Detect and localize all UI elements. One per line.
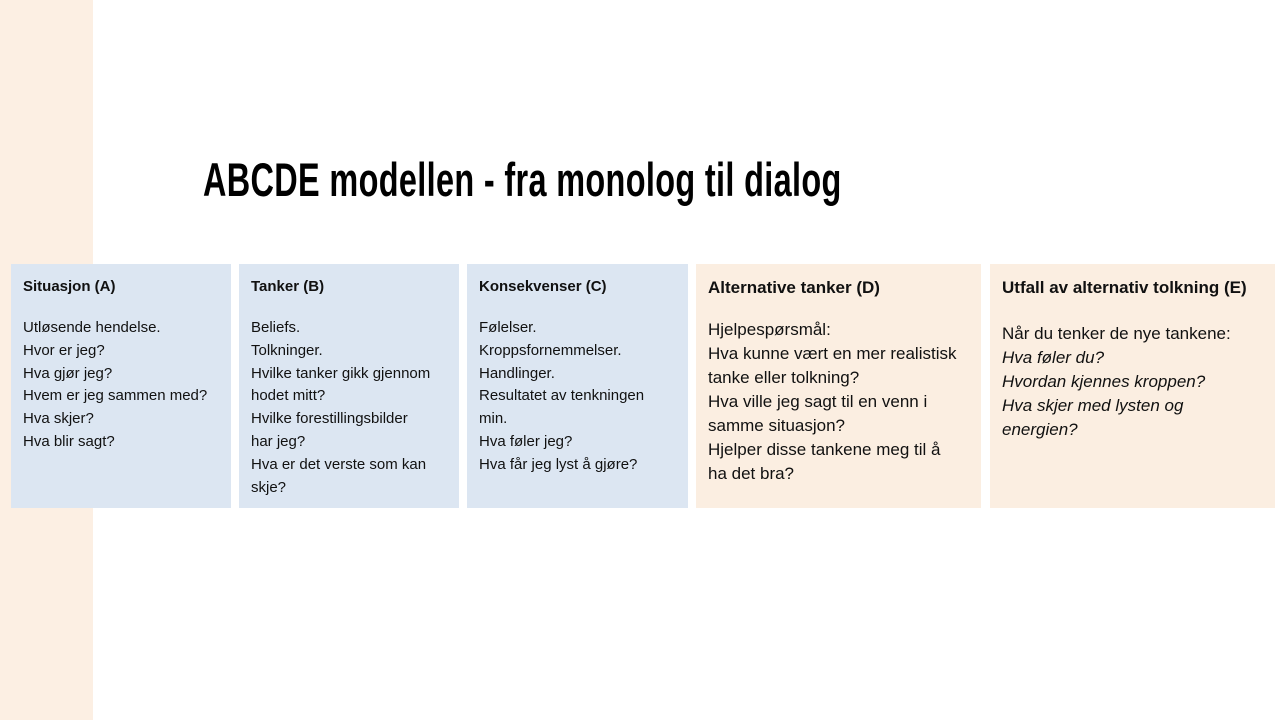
box-line: tanke eller tolkning? [708, 368, 860, 387]
box-line: samme situasjon? [708, 416, 846, 435]
box-line: Beliefs. [251, 319, 301, 336]
box-line: Hva føler jeg? [479, 432, 573, 450]
box-line: Hva skjer med lysten og [1002, 396, 1184, 415]
box-konsekvenser-c [467, 264, 688, 508]
box-line: skje? [251, 478, 287, 496]
box-line: Utløsende hendelse. [23, 319, 161, 336]
box-line: har jeg? [251, 432, 306, 450]
box-line: Hvor er jeg? [23, 341, 105, 359]
box-utfall-e [990, 264, 1275, 508]
box-body [1002, 322, 1263, 442]
slide-title: ABCDE modellen - fra monolog til dialog [203, 153, 842, 206]
box-line: Hva er det verste som kan [251, 455, 427, 473]
box-heading: Tanker (B) [251, 278, 325, 295]
box-tanker-b [239, 264, 459, 508]
box-line: Hva blir sagt? [23, 432, 115, 450]
box-line: energien? [1002, 420, 1078, 439]
box-line: Resultatet av tenkningen [479, 387, 645, 405]
box-heading: Konsekvenser (C) [479, 278, 607, 295]
box-line: Hva får jeg lyst å gjøre? [479, 455, 638, 473]
box-heading: Situasjon (A) [23, 278, 116, 295]
box-alternative-tanker-d [696, 264, 981, 508]
box-line: Følelser. [479, 319, 537, 336]
box-line: Hjelpespørsmål: [708, 320, 831, 339]
box-line: Hva gjør jeg? [23, 364, 113, 382]
box-line: ha det bra? [708, 464, 795, 483]
box-line: Kroppsfornemmelser. [479, 341, 622, 359]
box-line: Hvem er jeg sammen med? [23, 387, 208, 405]
box-body [708, 318, 969, 486]
box-line: min. [479, 410, 508, 428]
box-body [251, 317, 447, 499]
box-line: Tolkninger. [251, 341, 323, 359]
box-line: Hvilke forestillingsbilder [251, 410, 408, 428]
box-line: Hva skjer? [23, 410, 94, 428]
box-line: Når du tenker de nye tankene: [1002, 324, 1231, 343]
box-line: Handlinger. [479, 364, 555, 382]
box-heading: Alternative tanker (D) [708, 278, 880, 297]
box-line: Hva ville jeg sagt til en venn i [708, 392, 928, 411]
box-line: Hvilke tanker gikk gjennom [251, 364, 431, 382]
box-line: Hjelper disse tankene meg til å [708, 440, 941, 459]
box-line: Hvordan kjennes kroppen? [1002, 372, 1206, 391]
box-heading: Utfall av alternativ tolkning (E) [1002, 278, 1247, 297]
box-line: Hva kunne vært en mer realistisk [708, 344, 957, 363]
box-line: Hva føler du? [1002, 348, 1105, 367]
box-situasjon-a [11, 264, 231, 508]
box-line: hodet mitt? [251, 387, 326, 405]
box-body [23, 317, 219, 454]
box-body [479, 317, 676, 477]
